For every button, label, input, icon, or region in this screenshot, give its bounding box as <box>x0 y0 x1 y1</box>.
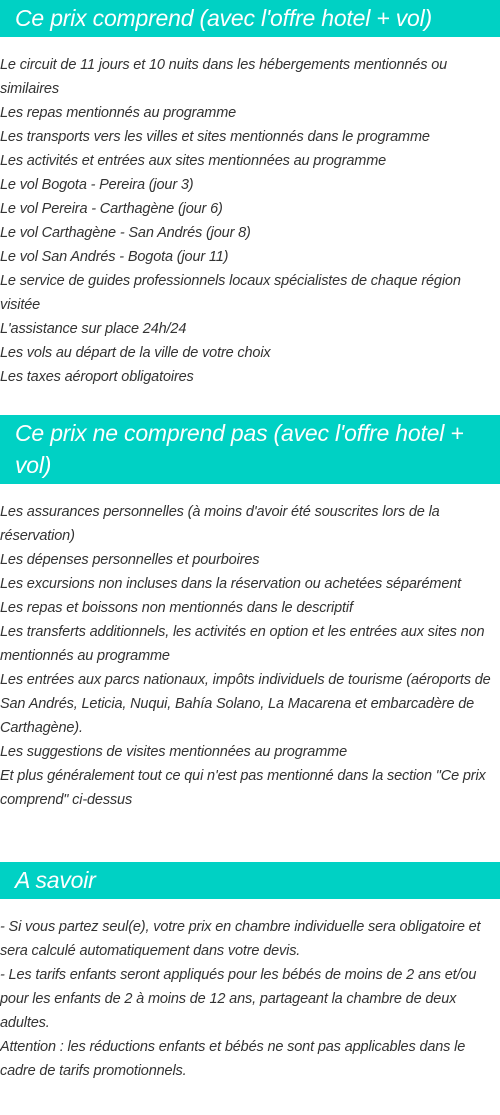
list-item: Les taxes aéroport obligatoires <box>0 369 194 385</box>
list-item: Les entrées aux parcs nationaux, impôts individuels de tourisme (aéroports de San Andrés, Leticia, Nuqui, Bahía Solano, La Macarena et embarcadère de Carthagène). <box>0 672 491 736</box>
list-item: Les excursions non incluses dans la réservation ou achetées séparément <box>0 576 462 592</box>
includes-heading: Ce prix comprend (avec l'offre hotel + vol) <box>0 0 500 37</box>
list-item: Et plus généralement tout ce qui n'est pas mentionné dans la section "Ce prix comprend" ci-dessus <box>0 768 486 808</box>
list-item: Le vol Pereira - Carthagène (jour 6) <box>0 201 223 217</box>
excludes-list <box>0 500 500 812</box>
list-item: Les suggestions de visites mentionnées au programme <box>0 744 347 760</box>
list-item: Les dépenses personnelles et pourboires <box>0 552 260 568</box>
list-item: Le vol Bogota - Pereira (jour 3) <box>0 177 194 193</box>
excludes-section <box>0 415 500 812</box>
list-item: Le circuit de 11 jours et 10 nuits dans les hébergements mentionnés ou similaires <box>0 57 448 97</box>
list-item: Les assurances personnelles (à moins d'avoir été souscrites lors de la réservation) <box>0 504 440 544</box>
list-item: Les repas mentionnés au programme <box>0 105 237 121</box>
list-item: Le vol Carthagène - San Andrés (jour 8) <box>0 225 251 241</box>
list-item: Les vols au départ de la ville de votre choix <box>0 345 271 361</box>
list-item: - Si vous partez seul(e), votre prix en chambre individuelle sera obligatoire et sera calculé automatiquement dans votre devis. <box>0 919 481 959</box>
list-item: Les transferts additionnels, les activités en option et les entrées aux sites non mentionnés au programme <box>0 624 485 664</box>
includes-section <box>0 0 500 389</box>
list-item: Les repas et boissons non mentionnés dans le descriptif <box>0 600 353 616</box>
list-item: Les activités et entrées aux sites mentionnées au programme <box>0 153 387 169</box>
excludes-heading: Ce prix ne comprend pas (avec l'offre hotel + vol) <box>0 415 500 484</box>
list-item: L'assistance sur place 24h/24 <box>0 321 187 337</box>
list-item: Attention : les réductions enfants et bébés ne sont pas applicables dans le cadre de tarifs promotionnels. <box>0 1039 466 1079</box>
list-item: Le vol San Andrés - Bogota (jour 11) <box>0 249 229 265</box>
info-list <box>0 915 500 1083</box>
info-section <box>0 862 500 1083</box>
info-heading: A savoir <box>0 862 500 899</box>
list-item: - Les tarifs enfants seront appliqués pour les bébés de moins de 2 ans et/ou pour les enfants de 2 à moins de 12 ans, partageant la chambre de deux adultes. <box>0 967 477 1031</box>
includes-list <box>0 53 500 389</box>
list-item: Le service de guides professionnels locaux spécialistes de chaque région visitée <box>0 273 461 313</box>
list-item: Les transports vers les villes et sites mentionnés dans le programme <box>0 129 430 145</box>
